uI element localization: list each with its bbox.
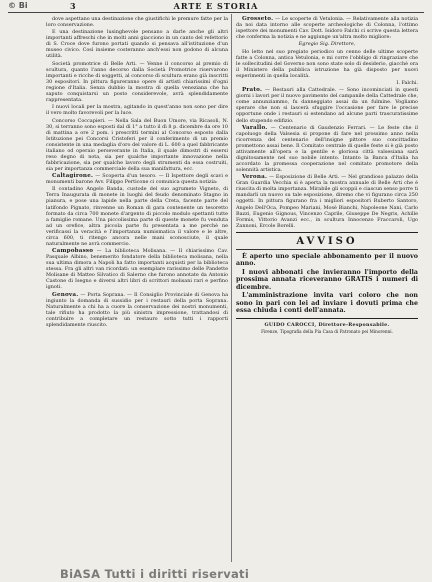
article-paragraph	[236, 87, 418, 123]
avviso-paragraph: L'amministrazione invita vari coloro che non sono in pari con lei ad inviare i dovuti prima che essa chiuda i conti dell'annata.	[236, 292, 418, 314]
article-place-heading: Prato.	[242, 87, 263, 94]
director-credit: GUIDO CAROCCI, Direttore-Responsabile.	[264, 321, 390, 328]
watermark-footer: BiASA Tutti i diritti riservati	[60, 567, 250, 581]
article-paragraph	[236, 49, 418, 79]
article-paragraph	[46, 186, 228, 246]
page-number: 3	[70, 1, 76, 11]
avviso-notice	[236, 232, 418, 319]
article-paragraph	[236, 41, 418, 47]
avviso-paragraph: I nuovi abbonati che invieranno l'importo della prossima annata riceveranno GRATIS i numeri di dicembre.	[236, 268, 418, 291]
watermark-top: © Bi	[8, 1, 28, 10]
article-text: — Scoperta d'un tesoro. — Il Ispettore degli scavi e monumenti barone Avv. Filippo Perticone ci comunica questa notizia:	[46, 173, 228, 186]
publication-title: ARTE E STORIA	[173, 1, 259, 11]
article-text: E una destinazione lusinghevole pensano a darle anche gli altri importanti affreschi che in molti anni giacciono in un canto del refettorio di S. Croce dove furono portati quando si pensava all'istituzione d'un museo civico. Così insieme costeranno anch'essi non godono di alcuna utilità.	[46, 29, 228, 60]
article-text: Società promotrice di Belle Arti. — Venne il concorso al premio di scultura, quanto l'anno decorso dalla Società Promotrice riservarono importanti e ricche di soggetti, al concorso di scultura erano già inscritti 30 espositori. In pittura figureranno opere di artisti chiarissimi d'ogni regione d'Italia. Senza dubbio la mostra di quella veneziana che ha saputo conquistarsi un posto considerevole, avrà splendidamente rappresentata.	[46, 60, 228, 103]
article-paragraph	[46, 173, 228, 185]
article-paragraph	[236, 16, 418, 40]
article-text: Il contadino Angelo Banda, custode del suo agrumeto Vigneto, di Terra Inaugurata di monete in luoghi del feudo denominato Stagno in pianura, e pose una lapide nella parte della Creta, facente parte del latifondo Pignato, rinvenne un Roman di gara contenente un tesoretto formato da circa 700 monete d'argento di piccolo modulo spettanti tutte a famiglie romane. Una piccolissima parte di queste monete fu venduta ad un orefice, altra piccola parte fu presentata a me perchè ne verificassi la veracità e l'importanza numismatica il valore e le altre, circa 600, ti ritengo ancora nelle mani sconosciute, il quale naturalmente ne avrà commercio.	[46, 186, 228, 247]
article-text: — Esposizione di Belle Arti. — Nel grandioso palazzo della Gran Guardia Vecchia si è aperta la mostra annuale di Belle Arti che è riuscita di molta importanza. Mirabile gli scoppii e ciascun senso porre ti mandarli un nuovo su tale esposizione, diremo che vi figurano circa 250 oggetti. In pittura figurano fra i migliori espositori Ruberto Santoro, Angelo Dell'Oca, Pompeo Mariani, Mosè Bianchi, Napoleone Nani, Carlo Bazzi, Eugenio Gignous, Vincenzo Caprile, Giuseppe De Negris, Achille Formis, Vittorio Avanzi ecc., in scultura Innocenzo Fraccaroli, Ugo Zannoni, Ercole Borelli.	[236, 174, 418, 229]
article-place-heading: Verona.	[242, 174, 268, 181]
article-paragraph	[46, 61, 228, 103]
article-text: — Porta Soprana. — Il Consiglio Provinciale di Genova ha ingiunto la domanda di sussidio per i restauri della porta Soprana. Naturalmente a chi ha a cuore la conservazione dei nostri monumenti, tale rifiuto ha prodotto la più sinistra impressione, trattandosi di contribuire a completare un restauro sotto tutti i rapporti splendidamente riuscito.	[46, 291, 228, 328]
page-header	[8, 0, 424, 13]
article-text: dove aspettano una destinazione che giustifichi le premure fatte per la loro conservazione.	[46, 16, 228, 29]
right-column-articles	[236, 16, 418, 229]
article-text: I. Falchi.	[396, 80, 418, 87]
article-paragraph	[236, 174, 418, 228]
printer-credit: Firenze, Tipografia della Pia Casa di Patronato pei Minorenni.	[261, 328, 393, 334]
article-text: — Restauri alla Cattedrale. — Sono incominciati in questi giorni i lavori per il nuovo pavimento del campanile della Cattedrale che, come annunziammo, fu danneggiato assai da un fulmine. Vogliamo sperare che non si lascerà sfuggire l'occasione per fare le precise opportune onde i restauri si estendano ad alcune parti trascuratissime dello stupendo edifizio.	[236, 87, 418, 124]
article-text: Concorso Coccapieri. — Nella Sala del Buon Umore, via Ricasoli, N. 30, si terranno sono esposti dal dì 1° a tutto il dì 8 p. dicembre da ore 10 di mattina a ore 2 pom. i prescritti termini al Concorso esposto dalla Istituzione pei Concorsi Cristoferi per il conferimento di un premio consistente in una medaglia d'oro del valore di L. 600 a quel fabbricante italiano od operaio perseverante in Italia, il quale dimostri di essersi reso degno di nota, sia per qualche importante innovazione nella fabbricazione, sia per qualche lavoro degli strumenti da essa costruiti, sia per importanza commerciale della sua manifattura, ecc.	[46, 117, 228, 172]
article-text: I nuovi locali per la mostra, agitando in quest'anno non sono per dire il vero molto favorevoli per la luce.	[46, 104, 228, 117]
article-paragraph	[46, 248, 228, 290]
avviso-paragraph: È aperto uno speciale abbonamento per il nuovo anno.	[236, 252, 418, 268]
article-place-heading: Varallo.	[242, 124, 268, 131]
article-paragraph	[46, 29, 228, 59]
article-text: — Le scoperte di Vetulonia. — Relativamente alla notizia da noi data intorno alle scoperte archeologiche di Colonna, l'ottimo ispettore dei monumenti Cav. Dott. Isidoro Falchi ci scrive questa lettera che conferma la notizia e ne aggiunge un'altra molto migliore:	[236, 16, 418, 41]
left-column	[46, 16, 228, 560]
article-paragraph	[236, 125, 418, 173]
article-text: — Centenario di Gaudenzio Ferrari. — Le feste che il capoluogo della Valsesia si propone di fare nel prossimo anno nella ricorrenza del centenario dell'insigne pittore suo concittadino promettono assai bene. Il Comitato centrale di quelle feste si è già posto attivamente all'opera e la gentile e gloriosa città valsesiana sarà dignitosamente nel suo nobile intento. Intanto la Banca d'Italia ha accordato la promessa cooperazione nel comitato promotore della solennità artistica.	[236, 124, 418, 174]
article-paragraph	[236, 80, 418, 86]
article-paragraph	[46, 104, 228, 116]
article-text: Ho letto nel suo pregiato periodico un cenno delle ultime scoperte fatte a Colonna, antica Vetulonia, e mi corre l'obbligo di ringraziare che le sollecitudini del Governo non sono state solo di desiderio, giacchè ora il Ministero della pubblica istruzione ha già disposto per nuovi esperimenti in quella località.	[236, 48, 418, 79]
article-text: — La biblioteca Molisana. — Il chiarissimo Cav. Pasquale Albino, benemerito fondatore della biblioteca molisana, nella sua ultima dimora a Napoli ha fatto importanti acquisti per la biblioteca stessa. Fra gli altri van ricordati: un esemplare rarissimo delle Pandette Molisane di Matteo Silvatico di Salerno che furono annotate da Antonio Castone di Isegno e diversi altri libri di scrittori molisani rari e perfino ignoti.	[46, 248, 228, 291]
article-place-heading: Grosseto.	[242, 16, 274, 22]
article-paragraph	[46, 118, 228, 172]
article-paragraph	[46, 16, 228, 28]
column-divider	[231, 14, 232, 562]
article-paragraph	[46, 292, 228, 328]
right-column	[236, 16, 418, 560]
article-place-heading: Campobasso	[52, 248, 94, 255]
article-place-heading: Genova.	[52, 291, 79, 298]
article-place-heading: Caltagirone.	[52, 173, 94, 180]
article-text: Egregio Sig. Direttore,	[298, 41, 356, 48]
avviso-title: AVVISO	[236, 235, 418, 250]
